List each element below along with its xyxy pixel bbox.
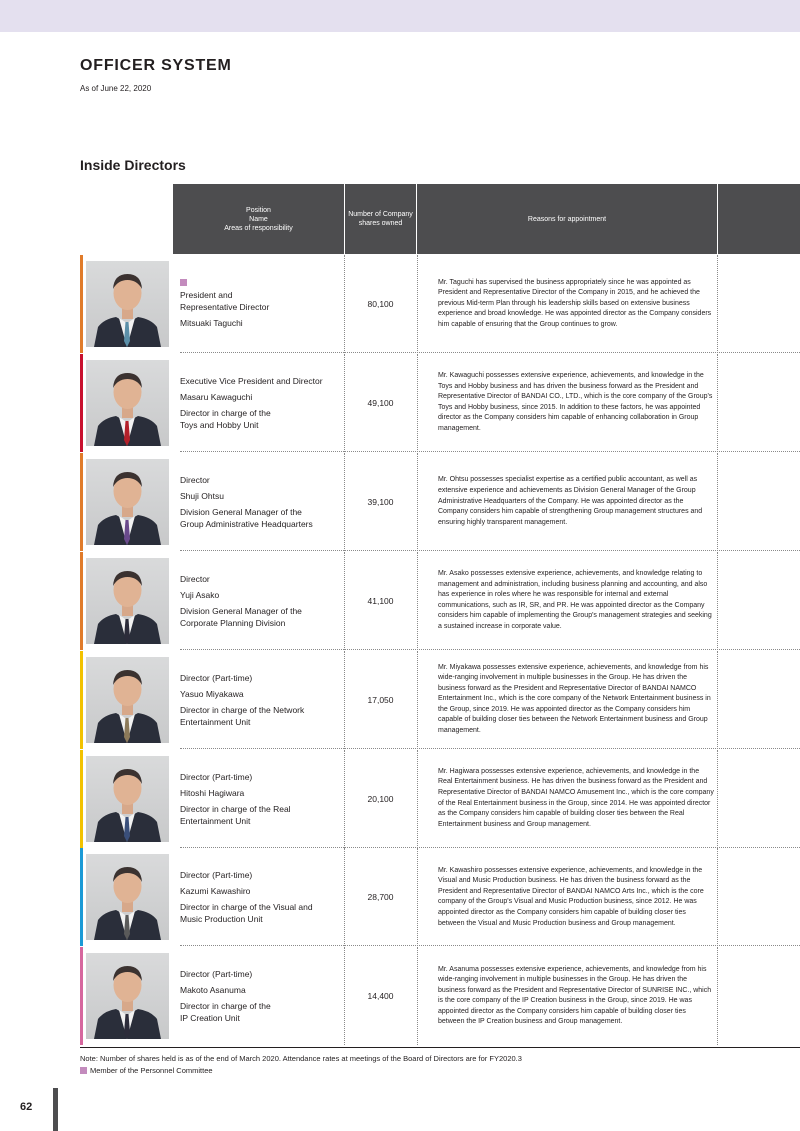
unit-color-bar <box>80 947 83 1045</box>
column-divider <box>417 453 418 551</box>
position-line: Yuji Asako <box>180 589 220 600</box>
legend-swatch <box>80 1067 87 1074</box>
director-row <box>80 453 800 551</box>
director-row <box>80 750 800 848</box>
header-name: Name <box>249 215 268 223</box>
column-divider <box>717 552 718 650</box>
position-line: Masaru Kawaguchi <box>180 391 253 402</box>
position-line: Director (Part-time) <box>180 969 253 980</box>
position-line: Director <box>180 573 210 584</box>
position-line: Music Production Unit <box>180 914 263 925</box>
column-divider <box>344 947 345 1045</box>
position-line: Director (Part-time) <box>180 771 253 782</box>
column-divider <box>717 848 718 946</box>
director-photo <box>86 261 169 347</box>
appointment-reason: Mr. Hagiwara possesses extensive experience, achievements, and knowledge in the Real Entertainment business. He has driven the business forward as the President and Representative Director of BANDAI NAMCO Amusement Inc., which is the core company of the Real Entertainment business in the Group, since 2014. He was appointed director as the Company considers him capable of building closer ties between the Real Entertainment business and Group management. <box>438 767 714 828</box>
header-position-name-areas <box>173 184 344 254</box>
legend <box>80 1066 213 1075</box>
column-divider <box>344 848 345 946</box>
appointment-reason: Mr. Asanuma possesses extensive experience, achievements, and knowledge from his wide-ranging involvement in multiple businesses in the Group. He has driven the business forward as the President and Representative Director of SUNRISE INC., which is the core company of the IP Creation business in the Group, since 2019. He was appointed director as the Company considers him capable of building closer ties between the IP Creation business and Group management. <box>438 965 712 1026</box>
unit-color-bar <box>80 255 83 353</box>
director-photo <box>86 953 169 1039</box>
director-row <box>80 354 800 452</box>
position-name-responsibility <box>180 552 343 650</box>
row-divider <box>180 945 800 946</box>
row-divider <box>180 649 800 650</box>
position-line: Division General Manager of the <box>180 506 302 517</box>
appointment-reason: Mr. Kawashiro possesses extensive experience, achievements, and knowledge in the Visual and Music Production business. He has driven the business forward as the President and Representative Director of BANDAI NAMCO Arts Inc., which is the core company of the Group's Visual and Music Production business, since 2012. He was appointed director as the Company considers him capable of building closer ties between the Visual and Music Production business and Group management. <box>438 866 704 927</box>
appointment-reason: Mr. Miyakawa possesses extensive experience, achievements, and knowledge from his wide-ranging involvement in multiple businesses in the Group. He has driven the business forward as the President and Representative Director of BANDAI NAMCO Entertainment Inc., which is the core company of the Network Entertainment business in the Group, since 2019. He was appointed director as the Company considers him capable of building closer ties between the Network Entertainment business and Group management. <box>438 663 711 735</box>
director-photo <box>86 558 169 644</box>
position-name-responsibility <box>180 453 343 551</box>
position-line: Director (Part-time) <box>180 672 253 683</box>
row-divider <box>180 352 800 353</box>
header-areas: Areas of responsibility <box>224 224 293 232</box>
column-divider <box>717 750 718 848</box>
position-line: IP Creation Unit <box>180 1013 240 1024</box>
column-divider <box>417 651 418 749</box>
position-name-responsibility <box>180 255 343 353</box>
column-divider <box>344 651 345 749</box>
row-divider <box>180 748 800 749</box>
shares-owned: 39,100 <box>367 496 394 507</box>
position-name-responsibility <box>180 651 343 749</box>
director-photo <box>86 657 169 743</box>
appointment-reason: Mr. Kawaguchi possesses extensive experience, achievements, and knowledge in the Toys and Hobby business and has driven the business forward as the President and Representative Director of BANDAI CO., LTD., which is the core company of the Group's Toys and Hobby business, since 2015. In addition to these factors, he was appointed director as the Company considers him capable of enhancing collaboration in Group management. <box>438 372 713 433</box>
position-line: President and <box>180 290 233 300</box>
table-bottom-rule <box>80 1047 800 1048</box>
position-line: Entertainment Unit <box>180 815 251 826</box>
column-divider <box>717 354 718 452</box>
director-row <box>80 848 800 946</box>
header-position: Position <box>246 206 271 214</box>
column-divider <box>417 848 418 946</box>
position-name-responsibility <box>180 848 343 946</box>
column-divider <box>344 255 345 353</box>
position-line: Shuji Ohtsu <box>180 490 224 501</box>
director-photo <box>86 854 169 940</box>
position-line: Makoto Asanuma <box>180 985 246 996</box>
personnel-committee-mark <box>180 279 187 286</box>
position-line: Group Administrative Headquarters <box>180 518 313 529</box>
director-row <box>80 651 800 749</box>
row-divider <box>180 451 800 452</box>
section-title: Inside Directors <box>80 157 186 173</box>
column-divider <box>417 750 418 848</box>
position-line: Yasuo Miyakawa <box>180 688 244 699</box>
column-divider <box>717 255 718 353</box>
column-divider <box>417 947 418 1045</box>
position-line: Kazumi Kawashiro <box>180 886 251 897</box>
position-line: Toys and Hobby Unit <box>180 419 259 430</box>
column-divider <box>717 453 718 551</box>
position-line: Director <box>180 474 210 485</box>
appointment-reason: Mr. Taguchi has supervised the business appropriately since he was appointed as President and Representative Director of the Company in 2015, and he achieved the previous Mid-term Plan through his leadership skills based on extensive business experience and broad knowledge. He was appointed director as the Company considers him capable of ensuring that the Group continues to grow. <box>438 278 712 328</box>
position-line: Representative Director <box>180 302 270 312</box>
column-divider <box>417 354 418 452</box>
position-line: Division General Manager of the <box>180 605 302 616</box>
header-extra-column <box>718 184 800 254</box>
position-line: Director in charge of the Real <box>180 803 291 814</box>
director-row <box>80 552 800 650</box>
director-row <box>80 255 800 353</box>
position-line: Corporate Planning Division <box>180 617 286 628</box>
row-divider <box>180 550 800 551</box>
unit-color-bar <box>80 354 83 452</box>
shares-owned: 80,100 <box>367 299 394 309</box>
position-name-responsibility <box>180 354 343 452</box>
director-photo <box>86 459 169 545</box>
director-photo <box>86 360 169 446</box>
as-of-date: As of June 22, 2020 <box>80 84 152 93</box>
shares-owned: 14,400 <box>367 991 394 1002</box>
shares-owned: 17,050 <box>367 694 394 705</box>
column-divider <box>344 354 345 452</box>
position-line: Hitoshi Hagiwara <box>180 787 245 798</box>
appointment-reason: Mr. Asako possesses extensive experience, achievements, and knowledge relating to management and administration, including business planning and accounting, and also has experience in roles where he was responsible for internal and external communications, such as IR, SR, and PR. He was appointed director as the Company considers him capable of implementing the Group's management strategies and seeking a sustained increase in corporate value. <box>438 569 712 630</box>
position-line: Director in charge of the <box>180 407 271 418</box>
page-number: 62 <box>20 1101 33 1113</box>
header-band <box>0 0 800 32</box>
director-photo <box>86 756 169 842</box>
shares-owned: 28,700 <box>367 892 394 903</box>
position-line: Entertainment Unit <box>180 716 251 727</box>
position-name-responsibility <box>180 947 343 1045</box>
shares-owned: 41,100 <box>367 595 394 606</box>
header-reasons: Reasons for appointment <box>417 184 717 254</box>
column-divider <box>417 255 418 353</box>
footnote: Note: Number of shares held is as of the end of March 2020. Attendance rates at meetings of the Board of Directors are for FY2020.3 <box>80 1054 522 1063</box>
position-name-responsibility <box>180 750 343 848</box>
unit-color-bar <box>80 552 83 650</box>
unit-color-bar <box>80 848 83 946</box>
position-line: Executive Vice President and Director <box>180 375 323 386</box>
column-divider <box>344 453 345 551</box>
appointment-reason: Mr. Ohtsu possesses specialist expertise as a certified public accountant, as well as extensive experience and achievements as Division General Manager of the Group Administrative Headquarters of the Company. He was appointed director as the Company considers him capable of strengthening Group management structures and ensuring highly transparent management. <box>438 476 703 526</box>
column-divider <box>344 750 345 848</box>
column-divider <box>344 552 345 650</box>
position-line: Director in charge of the Visual and <box>180 902 313 913</box>
position-line: Director in charge of the <box>180 1001 271 1012</box>
column-divider <box>717 947 718 1045</box>
position-line: Mitsuaki Taguchi <box>180 318 243 328</box>
column-divider <box>717 651 718 749</box>
position-line: Director (Part-time) <box>180 870 253 881</box>
column-divider <box>417 552 418 650</box>
shares-owned: 20,100 <box>367 793 394 804</box>
row-divider <box>180 847 800 848</box>
unit-color-bar <box>80 651 83 749</box>
unit-color-bar <box>80 750 83 848</box>
position-line: Director in charge of the Network <box>180 704 305 715</box>
shares-owned: 49,100 <box>367 397 394 408</box>
page-title: OFFICER SYSTEM <box>80 57 232 74</box>
page-number-bar <box>53 1088 58 1131</box>
director-row <box>80 947 800 1045</box>
header-shares: Number of Company shares owned <box>345 184 416 254</box>
legend-label: Member of the Personnel Committee <box>90 1066 213 1075</box>
unit-color-bar <box>80 453 83 551</box>
